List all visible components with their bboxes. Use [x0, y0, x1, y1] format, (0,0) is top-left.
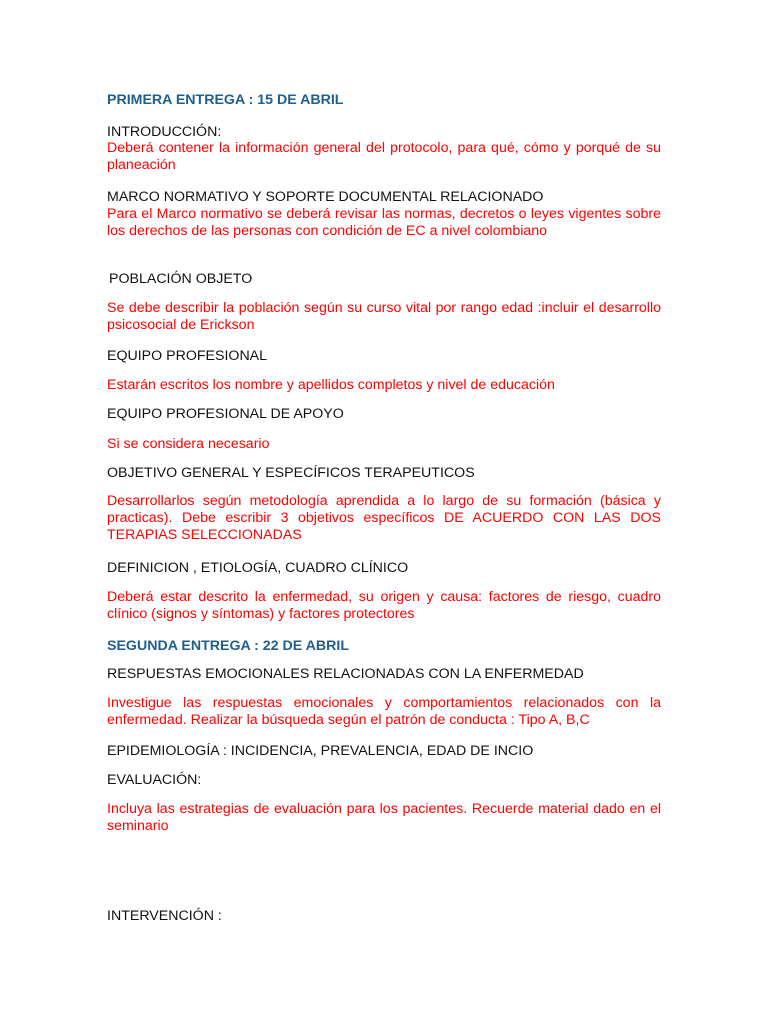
- equipo-apoyo-text: Si se considera necesario: [107, 436, 270, 452]
- poblacion-objeto-text: Se debe describir la población según su curso vital por rango edad :incluir el desarrollo psicosocial de Erickson: [107, 300, 661, 333]
- segunda-entrega-heading: SEGUNDA ENTREGA : 22 DE ABRIL: [107, 638, 349, 654]
- poblacion-objeto-title: POBLACIÓN OBJETO: [109, 271, 253, 287]
- respuestas-title: RESPUESTAS EMOCIONALES RELACIONADAS CON LA ENFERMEDAD: [107, 666, 584, 682]
- marco-normativo-title: MARCO NORMATIVO Y SOPORTE DOCUMENTAL RELACIONADO: [107, 189, 544, 205]
- introduccion-text: Deberá contener la información general del protocolo, para qué, cómo y porqué de su planeación: [107, 140, 661, 173]
- evaluacion-title: EVALUACIÓN:: [107, 772, 202, 788]
- document-page: [107, 0, 661, 1024]
- objetivo-title: OBJETIVO GENERAL Y ESPECÍFICOS TERAPEUTICOS: [107, 465, 475, 481]
- objetivo-text: Desarrollarlos según metodología aprendida a lo largo de su formación (básica y practicas). Debe escribir 3 objetivos específicos DE ACUERDO CON LAS DOS TERAPIAS SELECCIONADAS: [107, 493, 661, 543]
- introduccion-title: INTRODUCCIÓN:: [107, 124, 222, 140]
- equipo-profesional-text: Estarán escritos los nombre y apellidos completos y nivel de educación: [107, 377, 555, 393]
- definicion-text: Deberá estar descrito la enfermedad, su origen y causa: factores de riesgo, cuadro clínico (signos y síntomas) y factores protectores: [107, 589, 661, 622]
- marco-normativo-text: Para el Marco normativo se deberá revisar las normas, decretos o leyes vigentes sobre los derechos de las personas con condición de EC a nivel colombiano: [107, 206, 661, 239]
- respuestas-text: Investigue las respuestas emocionales y comportamientos relacionados con la enfermedad. Realizar la búsqueda según el patrón de conducta : Tipo A, B,C: [107, 695, 661, 728]
- primera-entrega-heading: PRIMERA ENTREGA : 15 DE ABRIL: [107, 92, 344, 108]
- intervencion-title: INTERVENCIÓN :: [107, 908, 222, 924]
- definicion-title: DEFINICION , ETIOLOGÍA, CUADRO CLÍNICO: [107, 560, 409, 576]
- evaluacion-text: Incluya las estrategias de evaluación para los pacientes. Recuerde material dado en el seminario: [107, 801, 661, 834]
- epidemiologia-title: EPIDEMIOLOGÍA : INCIDENCIA, PREVALENCIA, EDAD DE INCIO: [107, 743, 534, 759]
- equipo-apoyo-title: EQUIPO PROFESIONAL DE APOYO: [107, 406, 344, 422]
- equipo-profesional-title: EQUIPO PROFESIONAL: [107, 348, 268, 364]
